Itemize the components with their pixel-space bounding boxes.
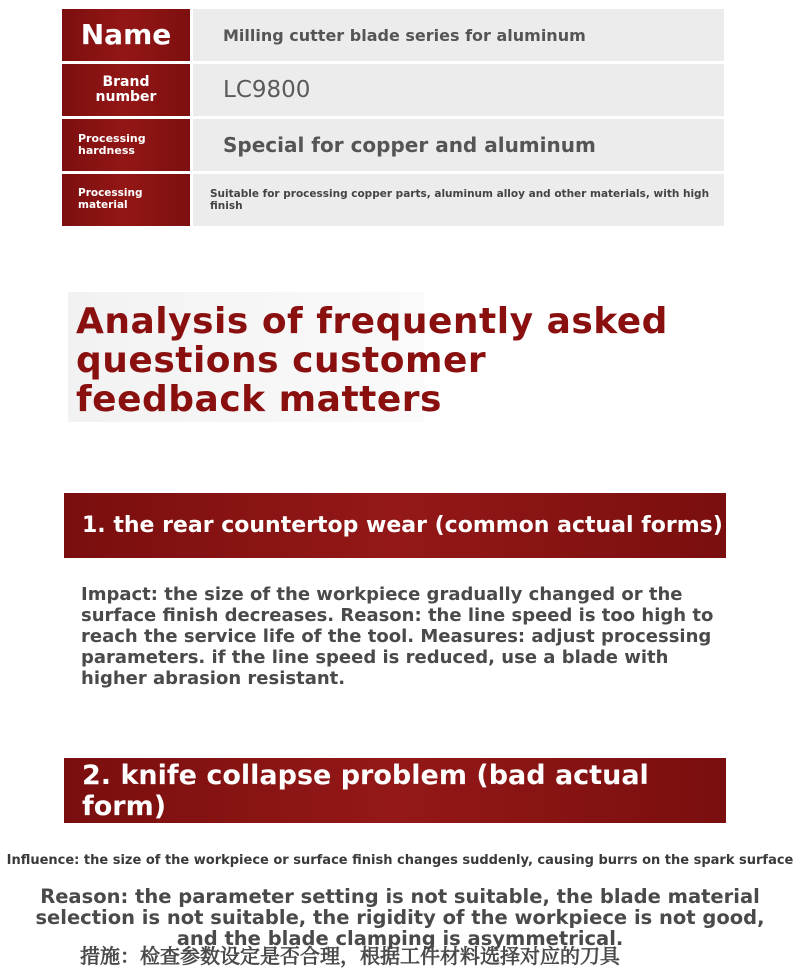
- faq-heading: Analysis of frequently asked questions customer feedback matters: [76, 301, 668, 420]
- spec-row-brand-number: [62, 64, 724, 116]
- section2-measures-cut: [80, 944, 720, 968]
- spec-row-processing-material: [62, 174, 724, 226]
- section2-influence: Influence: the size of the workpiece or surface finish changes suddenly, causing burrs on the spark surface: [6, 853, 794, 868]
- spec-table: [62, 9, 724, 229]
- section1-body: Impact: the size of the workpiece gradually changed or the surface finish decreases. Reason: the line speed is too high to reach the service life of the tool. Measures: adjust processing parameters. if the line speed is reduced, use a blade with higher abrasion resistant.: [81, 584, 714, 689]
- spec-key-processing-hardness-label: Processing hardness: [78, 131, 146, 157]
- spec-row-processing-hardness: [62, 119, 724, 171]
- spec-row-name: [62, 9, 724, 61]
- spec-value-processing-hardness: Special for copper and aluminum: [193, 119, 724, 171]
- section2-measures-text: 措施：检查参数设定是否合理，根据工件材料选择对应的刀具: [80, 944, 620, 968]
- spec-value-name: Milling cutter blade series for aluminum: [193, 9, 724, 61]
- section2-title: 2. knife collapse problem (bad actual form): [82, 759, 649, 822]
- section2-reason: Reason: the parameter setting is not suitable, the blade material selection is not suitable, the rigidity of the workpiece is not good, and the blade clamping is asymmetrical.: [35, 885, 765, 950]
- spec-key-brand-number: [62, 64, 190, 116]
- spec-key-brand-number-label: Brand number: [95, 73, 157, 105]
- spec-key-name: Name: [62, 9, 190, 61]
- section1-title-banner: [64, 493, 726, 558]
- spec-key-processing-hardness: [62, 119, 190, 171]
- spec-key-processing-material: [62, 174, 190, 226]
- spec-key-processing-material-label: Processing material: [78, 187, 143, 211]
- section2-title-banner: [64, 758, 726, 823]
- spec-value-brand-number: LC9800: [193, 64, 724, 116]
- section1-title: 1. the rear countertop wear (common actual forms): [82, 513, 723, 538]
- spec-value-processing-material: Suitable for processing copper parts, aluminum alloy and other materials, with high finish: [193, 174, 724, 226]
